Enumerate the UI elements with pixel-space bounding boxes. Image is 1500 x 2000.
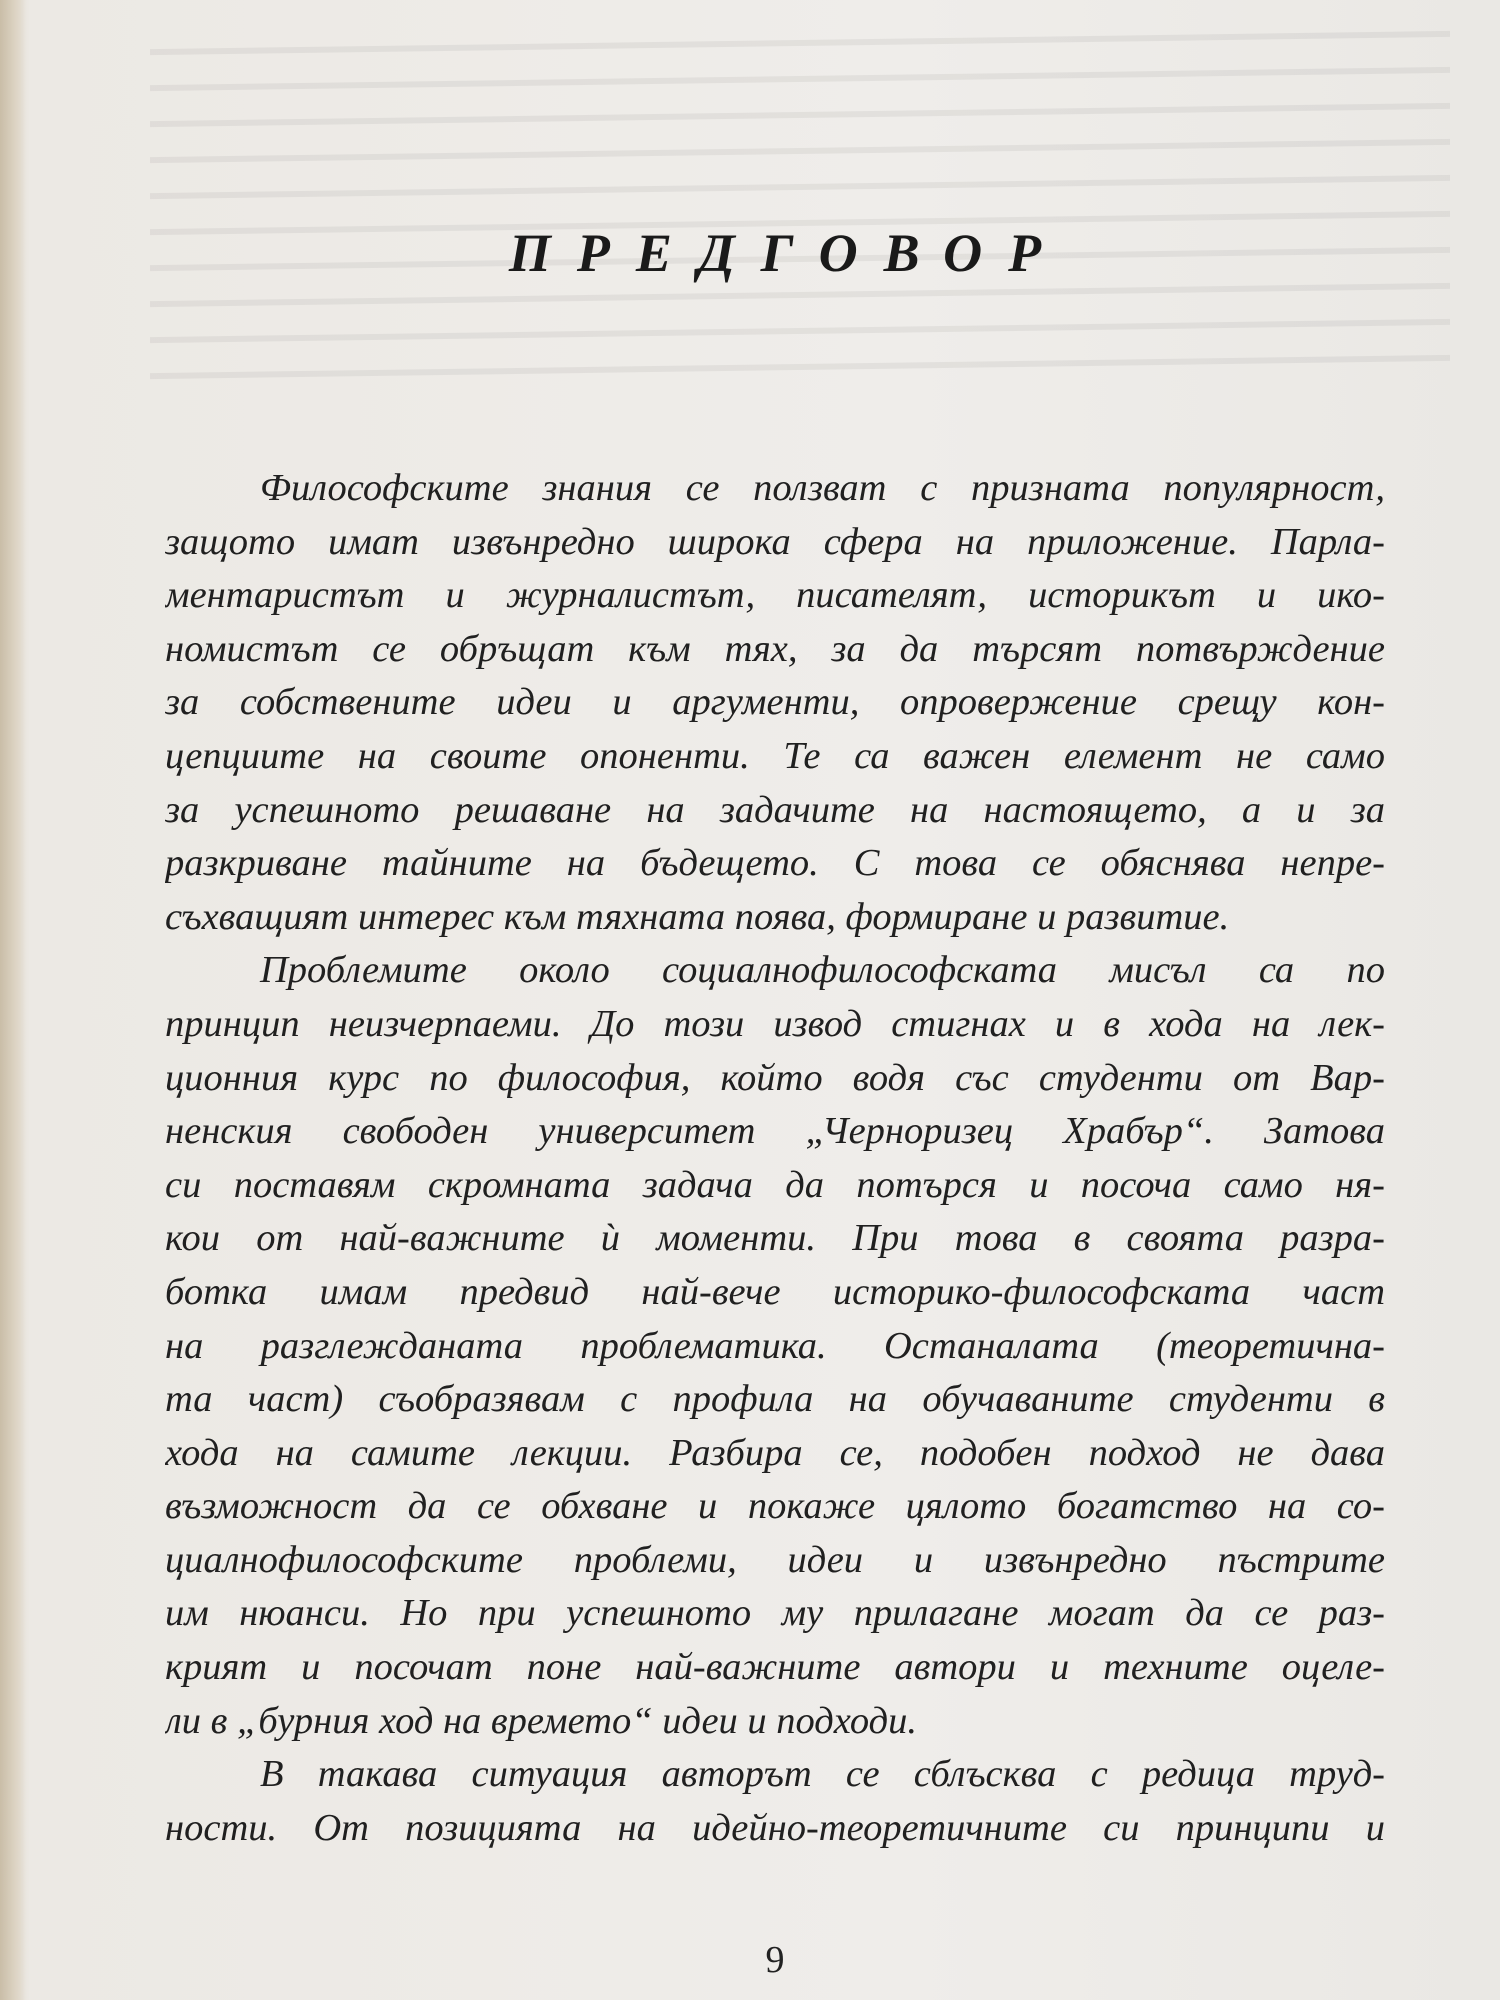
text-line: за собствените идеи и аргументи, опровержение срещу кон- [165, 681, 1385, 724]
page-content [165, 0, 1385, 2000]
text-line: възможност да се обхване и покаже цялото богатство на со- [165, 1485, 1385, 1528]
text-line: принцип неизчерпаеми. До този извод стигнах и в хода на лек- [165, 1002, 1385, 1045]
text-line: на разглежданата проблематика. Останалата (теоретична- [165, 1324, 1385, 1367]
text-line: за успешното решаване на задачите на настоящето, а и за [165, 788, 1385, 831]
text-line: съхващият интерес към тяхната поява, формиране и развитие. [165, 895, 1230, 938]
text-line: цепциите на своите опоненти. Те са важен елемент не само [165, 734, 1385, 777]
page-title: ПРЕДГОВОР [508, 223, 1068, 283]
text-line: им нюанси. Но при успешното му прилагане могат да се раз- [165, 1592, 1385, 1635]
text-line: ненския свободен университет „Черноризец Храбър“. Затова [165, 1110, 1385, 1153]
text-line: защото имат извънредно широка сфера на приложение. Парла- [165, 520, 1385, 563]
preface-body [165, 462, 1385, 1855]
text-line: ментаристът и журналистът, писателят, историкът и ико- [165, 574, 1385, 617]
text-line: ности. От позицията на идейно-теоретичните си принципи и [165, 1806, 1385, 1849]
text-line: разкриване тайните на бъдещето. С това се обяснява непре- [165, 842, 1385, 885]
text-line: ботка имам предвид най-вече историко-философската част [165, 1270, 1385, 1313]
text-line: ли в „бурния ход на времето“ идеи и подходи. [165, 1699, 917, 1742]
text-line: циалнофилософските проблеми, идеи и извънредно пъстрите [165, 1538, 1385, 1581]
text-line: хода на самите лекции. Разбира се, подобен подход не дава [165, 1431, 1385, 1474]
text-line: та част) съобразявам с профила на обучаваните студенти в [165, 1378, 1385, 1421]
text-line: В такава ситуация авторът се сблъсква с редица труд- [260, 1753, 1385, 1796]
text-line: Проблемите около социалнофилософската мисъл са по [260, 949, 1385, 992]
text-line: крият и посочат поне най-важните автори и техните оцеле- [165, 1646, 1385, 1689]
page-gutter [0, 0, 26, 2000]
text-line: кои от най-важните ѝ моменти. При това в своята разра- [165, 1217, 1385, 1260]
text-line: Философските знания се ползват с призната популярност, [260, 467, 1385, 509]
text-line: си поставям скромната задача да потърся и посоча само ня- [165, 1163, 1385, 1206]
text-line: ционния курс по философия, който водя със студенти от Вар- [165, 1056, 1385, 1099]
page-number: 9 [765, 1939, 785, 1981]
text-line: номистът се обръщат към тях, за да търсят потвърждение [165, 627, 1385, 670]
